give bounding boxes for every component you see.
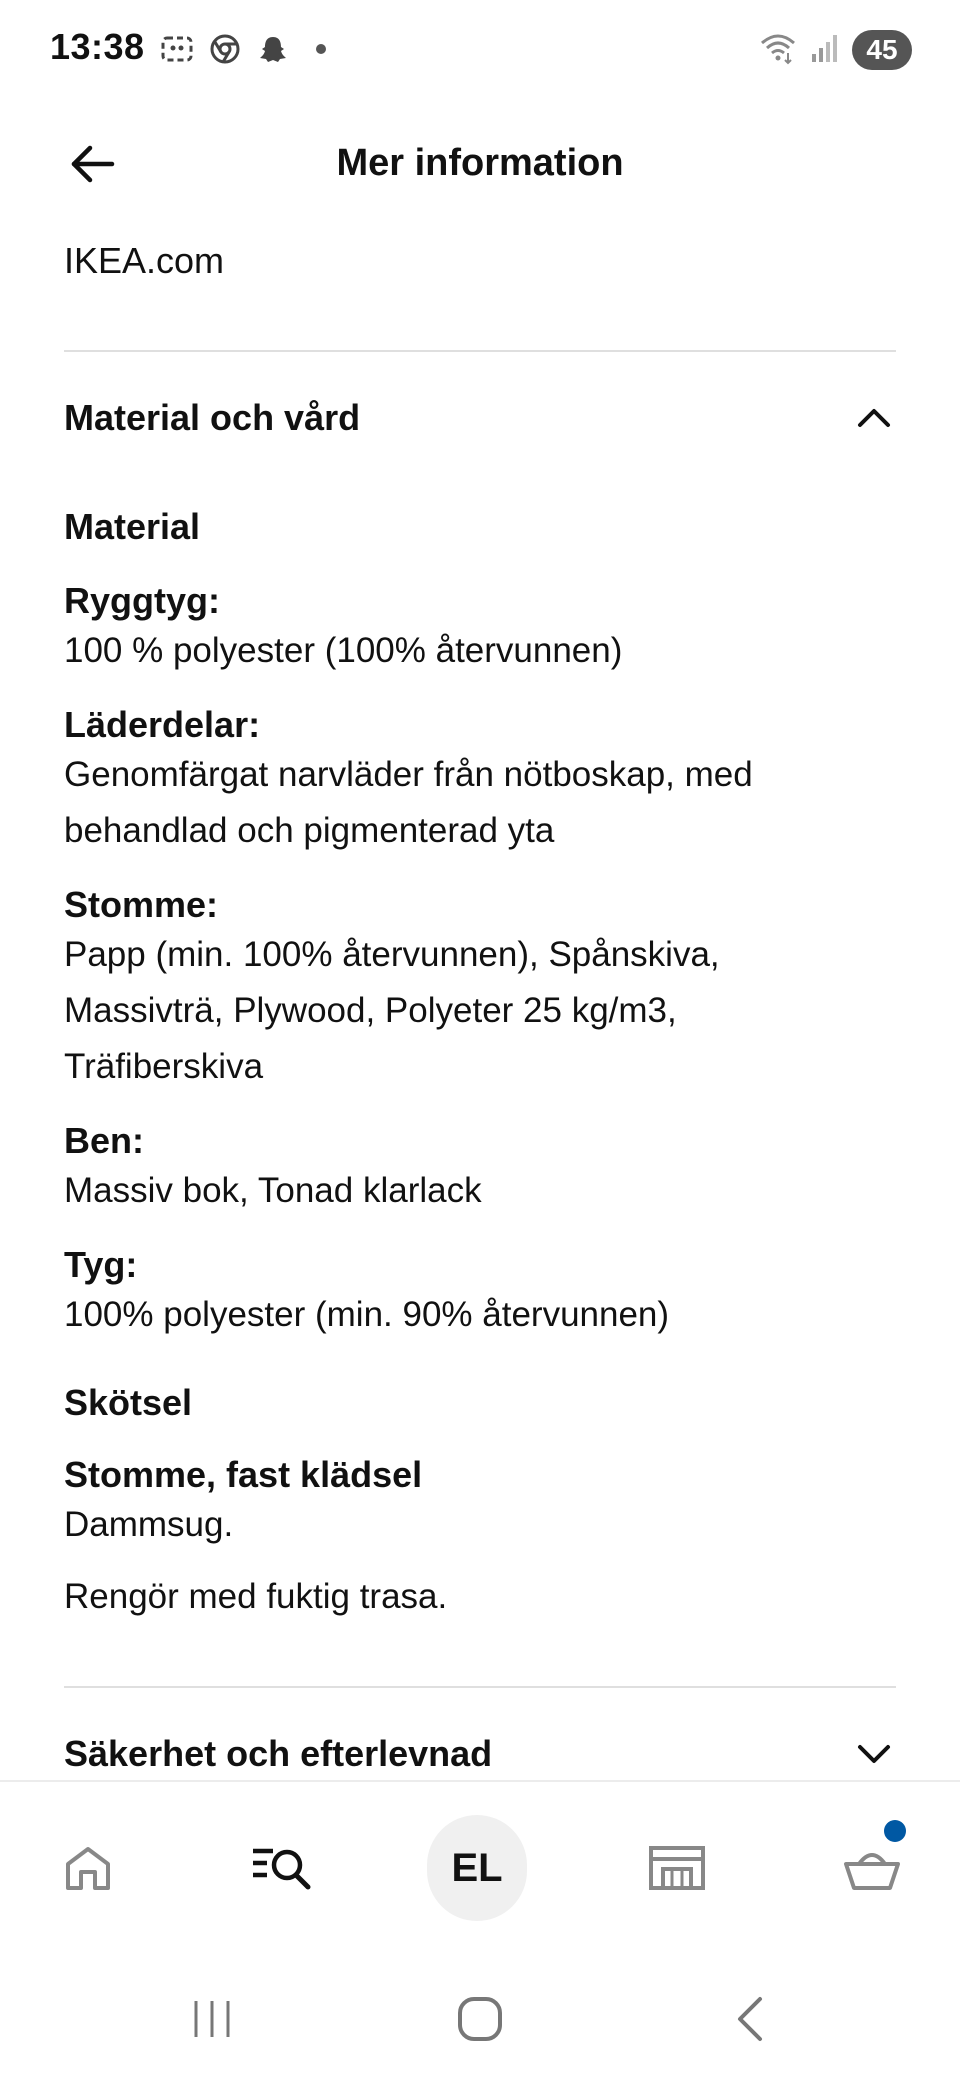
chrome-icon bbox=[208, 32, 242, 66]
nav-search[interactable] bbox=[232, 1818, 332, 1918]
material-label: Ryggtyg: bbox=[64, 580, 220, 621]
section-material-care-header[interactable] bbox=[64, 378, 896, 458]
nav-profile[interactable] bbox=[427, 1818, 527, 1918]
recents-button[interactable] bbox=[172, 1984, 252, 2054]
care-text: Dammsug. bbox=[64, 1505, 234, 1544]
care-heading: Skötsel bbox=[64, 1382, 193, 1423]
search-list-icon bbox=[251, 1845, 313, 1891]
page-title: Mer information bbox=[336, 142, 624, 184]
section-title: Säkerhet och efterlevnad bbox=[64, 1733, 493, 1774]
material-value-line: Genomfärgat narvläder från nötboskap, med bbox=[64, 755, 753, 794]
material-value-line: Papp (min. 100% återvunnen), Spånskiva, bbox=[64, 935, 720, 974]
wifi-icon bbox=[758, 31, 798, 70]
status-icons-right bbox=[758, 30, 912, 70]
material-value-line: Massivträ, Plywood, Polyeter 25 kg/m3, bbox=[64, 991, 677, 1030]
home-icon bbox=[63, 1844, 113, 1892]
material-value-line: Träfiberskiva bbox=[64, 1047, 264, 1086]
store-icon bbox=[648, 1845, 706, 1891]
section-safety-header[interactable] bbox=[64, 1714, 896, 1780]
divider bbox=[64, 1686, 896, 1688]
material-label: Läderdelar: bbox=[64, 704, 261, 745]
material-value-line: behandlad och pigmenterad yta bbox=[64, 811, 555, 850]
nav-home[interactable] bbox=[38, 1818, 138, 1918]
care-text: Rengör med fuktig trasa. bbox=[64, 1577, 448, 1616]
home-circle-icon bbox=[456, 1995, 504, 2043]
status-icons-left bbox=[160, 32, 338, 66]
cart-badge bbox=[884, 1820, 906, 1842]
chevron-up-icon bbox=[852, 396, 896, 440]
battery-indicator: 45 bbox=[852, 30, 912, 70]
nav-cart[interactable] bbox=[822, 1818, 922, 1918]
dot-icon bbox=[304, 32, 338, 66]
material-label: Stomme: bbox=[64, 884, 219, 925]
snapchat-icon bbox=[256, 32, 290, 66]
material-heading: Material bbox=[64, 506, 201, 547]
recents-icon bbox=[190, 1997, 234, 2041]
nav-store[interactable] bbox=[627, 1818, 727, 1918]
material-value-line: 100% polyester (min. 90% återvunnen) bbox=[64, 1295, 670, 1334]
bottom-nav bbox=[0, 1780, 960, 1956]
home-system-button[interactable] bbox=[440, 1984, 520, 2054]
profile-avatar: EL bbox=[427, 1815, 527, 1921]
header bbox=[0, 104, 960, 224]
back-chevron-icon bbox=[732, 1995, 768, 2043]
status-bar bbox=[0, 0, 960, 104]
content-scroll[interactable] bbox=[64, 224, 896, 1780]
back-system-button[interactable] bbox=[710, 1984, 790, 2054]
material-value-line: 100 % polyester (100% återvunnen) bbox=[64, 631, 623, 670]
chevron-down-icon bbox=[852, 1732, 896, 1776]
signal-icon bbox=[810, 32, 840, 69]
material-label: Tyg: bbox=[64, 1244, 138, 1285]
section-title: Material och vård bbox=[64, 397, 361, 438]
screenshot-icon bbox=[160, 32, 194, 66]
material-value-line: Massiv bok, Tonad klarlack bbox=[64, 1171, 482, 1210]
care-label: Stomme, fast klädsel bbox=[64, 1454, 423, 1495]
ikea-link[interactable]: IKEA.com bbox=[64, 240, 225, 281]
system-nav bbox=[0, 1956, 960, 2080]
status-time: 13:38 bbox=[50, 26, 145, 67]
divider bbox=[64, 350, 896, 352]
material-label: Ben: bbox=[64, 1120, 144, 1161]
cart-icon bbox=[843, 1844, 901, 1892]
